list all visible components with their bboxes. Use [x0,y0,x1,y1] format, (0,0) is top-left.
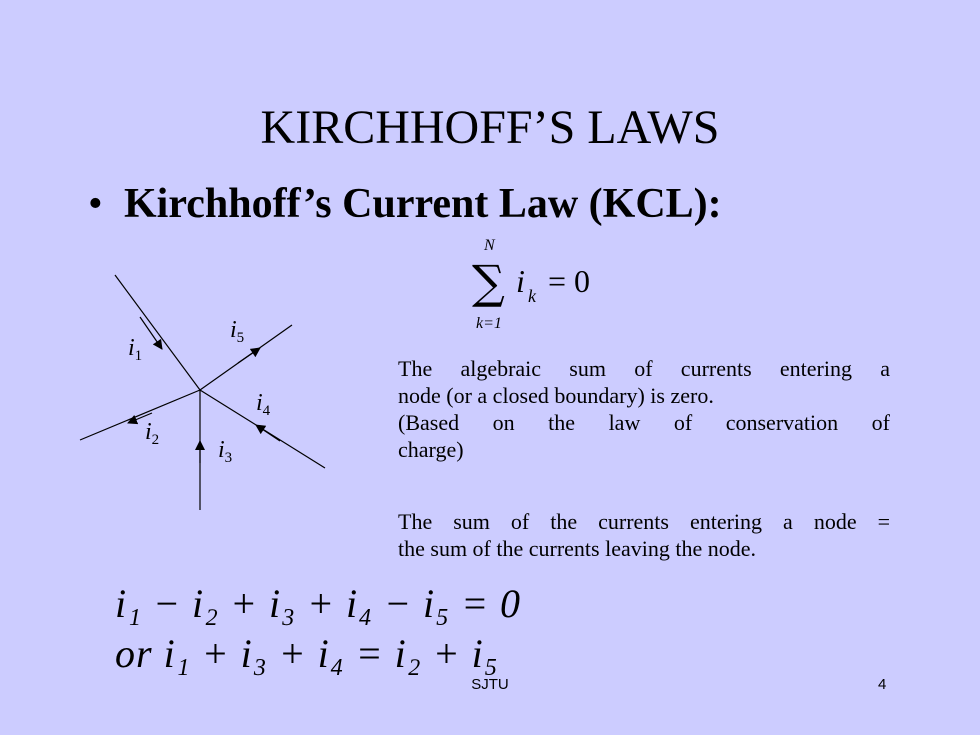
sum-lower-limit: k=1 [476,315,502,332]
kcl-definition-line2: node (or a closed boundary) is zero. [398,383,714,408]
branch-2 [80,390,200,440]
bullet-dot: • [88,181,103,227]
arrow-i4 [256,425,280,441]
label-i3: $i_3$ [218,437,233,466]
label-i5: $i_5$ [230,317,245,346]
sum-upper-limit: N [484,237,495,254]
branch-1 [115,275,200,390]
kcl-alternate-line2: the sum of the currents leaving the node. [398,536,757,561]
bullet-kcl [88,180,722,228]
arrow-i5 [238,348,260,363]
sum-subscript: k [528,286,536,306]
label-i4: $i_4$ [256,390,271,419]
kcl-equation-2: or i₁ + i₃ + i₄ = i₂ + i₅ [115,631,499,676]
slide-title: KIRCHHOFF’S LAWS [260,101,720,154]
kcl-node-diagram [70,265,350,515]
arrow-i1 [140,317,162,349]
label-i2: $i_2$ [145,419,160,448]
kcl-alternate-line1: The sum of the currents entering a node = [398,509,890,534]
sum-rhs: = 0 [548,263,591,299]
sum-variable: i [516,263,525,299]
label-i1: $i_1$ [128,335,143,364]
conservation-note-line1: (Based on the law of conservation of [398,410,890,435]
kcl-equation-1: i₁ − i₂ + i₃ + i₄ − i₅ = 0 [115,581,522,626]
bullet-text: Kirchhoff’s Current Law (KCL): [124,181,722,227]
footer-text: SJTU [471,676,509,693]
page-number: 4 [878,676,887,693]
sum-formula [460,232,620,332]
conservation-note-line2: charge) [398,437,464,462]
kcl-definition-line1: The algebraic sum of currents entering a [398,356,890,381]
sigma-icon: ∑ [472,255,505,309]
